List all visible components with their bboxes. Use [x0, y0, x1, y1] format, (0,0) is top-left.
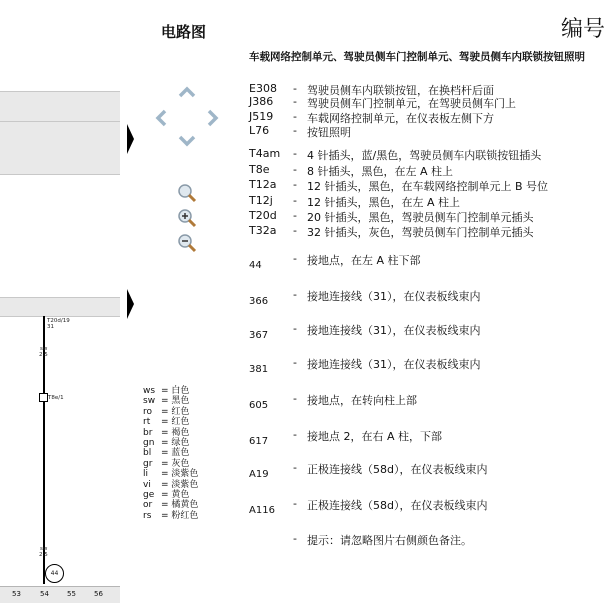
list-dash: - — [293, 209, 297, 222]
wire-color-label: sw — [40, 346, 48, 352]
legend-item — [143, 480, 198, 490]
component-code: 367 — [249, 330, 269, 341]
ruler-mark: 56 — [94, 590, 103, 598]
component-code: 44 — [249, 260, 262, 271]
legend-color-name: 淡紫色 — [171, 479, 199, 490]
component-row — [249, 356, 481, 375]
chevron-left-icon — [154, 108, 168, 128]
list-dash: - — [293, 224, 297, 237]
component-code: J519 — [249, 110, 274, 123]
legend-color-name: 黄色 — [171, 490, 190, 501]
component-description: 提示：请忽略图片右侧颜色备注。 — [307, 534, 472, 547]
legend-equals: = — [161, 427, 172, 438]
legend-color-name: 红色 — [171, 406, 190, 417]
legend-abbr: rs — [143, 510, 152, 521]
component-code: T4am — [249, 147, 281, 160]
legend-color-name: 灰色 — [171, 458, 190, 469]
connector-label-mid: T8e/1 — [48, 395, 64, 401]
component-code: 381 — [249, 364, 269, 375]
legend-abbr: gr — [143, 458, 153, 469]
component-description: 20 针插头，黑色，驾驶员侧车门控制单元插头 — [307, 211, 534, 224]
color-legend — [143, 386, 198, 521]
component-description: 接地连接线（31），在仪表板线束内 — [307, 324, 481, 337]
component-description: 驾驶员侧车内联锁按钮，在换档杆后面 — [307, 84, 494, 97]
component-description: 32 针插头，灰色，驾驶员侧车门控制单元插头 — [307, 226, 534, 239]
legend-item — [143, 469, 198, 479]
legend-item — [143, 490, 198, 500]
component-code: E308 — [249, 82, 277, 95]
component-code: T20d — [249, 209, 277, 222]
component-row — [249, 392, 417, 411]
wire-size-label: 2.5 — [39, 352, 48, 358]
component-description: 驾驶员侧车门控制单元，在驾驶员侧车门上 — [307, 97, 516, 110]
chevron-down-icon — [177, 134, 197, 148]
page-ruler — [0, 586, 120, 603]
legend-item — [143, 386, 198, 396]
component-code: T32a — [249, 224, 277, 237]
connector-label-top: T20d/19 — [47, 318, 70, 324]
component-description: 正极连接线（58d），在仪表板线束内 — [307, 499, 488, 512]
legend-color-name: 粉红色 — [171, 510, 199, 521]
list-dash: - — [293, 178, 297, 191]
list-dash: - — [293, 461, 297, 474]
component-row — [249, 224, 534, 240]
component-row — [249, 194, 460, 210]
chevron-up-icon — [177, 85, 197, 99]
legend-abbr: or — [143, 500, 153, 511]
legend-equals: = — [161, 438, 172, 449]
component-code: J386 — [249, 95, 274, 108]
legend-abbr: rt — [143, 417, 151, 428]
page-arrow-top-icon[interactable] — [127, 124, 135, 154]
component-code: T8e — [249, 163, 270, 176]
component-row — [249, 497, 487, 516]
legend-item — [143, 448, 198, 458]
list-dash: - — [293, 497, 297, 510]
legend-abbr: br — [143, 427, 153, 438]
component-description: 正极连接线（58d），在仪表板线束内 — [307, 463, 488, 476]
component-row — [249, 95, 516, 111]
component-row — [249, 163, 453, 179]
legend-equals: = — [161, 500, 172, 511]
zoom-out-icon[interactable] — [176, 232, 198, 254]
list-dash: - — [293, 252, 297, 265]
list-dash: - — [293, 124, 297, 137]
legend-abbr: vi — [143, 479, 151, 490]
legend-color-name: 红色 — [171, 417, 190, 428]
legend-abbr: li — [143, 469, 149, 480]
legend-equals: = — [161, 448, 172, 459]
wire-color-label: sw — [40, 546, 48, 552]
list-dash: - — [293, 532, 297, 545]
ruler-mark: 53 — [12, 590, 21, 598]
component-code: T12a — [249, 178, 277, 191]
legend-color-name: 褐色 — [171, 427, 190, 438]
component-code: A116 — [249, 505, 275, 516]
legend-item — [143, 407, 198, 417]
list-dash: - — [293, 95, 297, 108]
legend-color-name: 淡紫色 — [171, 469, 199, 480]
page-title: 电路图 — [161, 23, 207, 41]
legend-item — [143, 511, 198, 521]
legend-equals: = — [161, 490, 172, 501]
component-description: 12 针插头，黑色，在车载网络控制单元上 B 号位 — [307, 180, 549, 193]
component-row — [249, 288, 481, 307]
component-description: 12 针插头，黑色，在左 A 柱上 — [307, 196, 461, 209]
legend-color-name: 黑色 — [171, 396, 190, 407]
component-code — [249, 532, 293, 548]
list-dash: - — [293, 288, 297, 301]
legend-item — [143, 459, 198, 469]
connector-box — [39, 393, 48, 402]
ground-point-label: 44 — [50, 570, 59, 577]
legend-abbr: ws — [143, 386, 156, 396]
legend-color-name: 绿色 — [171, 438, 190, 449]
component-row — [249, 532, 472, 548]
component-code: A19 — [249, 469, 269, 480]
legend-item — [143, 428, 198, 438]
list-dash: - — [293, 356, 297, 369]
pan-right-button[interactable] — [205, 108, 221, 128]
legend-abbr: ro — [143, 406, 153, 417]
component-description: 车载网络控制单元，在仪表板左侧下方 — [307, 112, 494, 125]
legend-equals: = — [161, 406, 172, 417]
legend-item — [143, 438, 198, 448]
component-code: T12j — [249, 194, 273, 207]
ruler-mark: 55 — [67, 590, 76, 598]
component-description: 接地点，在左 A 柱下部 — [307, 254, 421, 267]
ground-point-circle — [45, 564, 64, 583]
legend-abbr: gn — [143, 438, 155, 449]
component-row — [249, 461, 487, 480]
pan-up-button[interactable] — [177, 84, 197, 100]
list-dash: - — [293, 392, 297, 405]
thumbnail-band-middle[interactable] — [0, 121, 120, 175]
component-code: 366 — [249, 296, 269, 307]
magnifier-icon[interactable] — [176, 182, 198, 204]
list-dash: - — [293, 110, 297, 123]
wire-size-label: 2.5 — [39, 552, 48, 558]
legend-equals: = — [161, 458, 172, 469]
component-code: 605 — [249, 400, 269, 411]
legend-equals: = — [161, 510, 172, 521]
legend-color-name: 蓝色 — [171, 448, 190, 459]
diagram-header: 车载网络控制单元、驾驶员侧车门控制单元、驾驶员侧车内联锁按钮照明 — [249, 51, 585, 63]
legend-equals: = — [161, 386, 172, 396]
number-heading: 编号 — [561, 17, 606, 42]
list-dash: - — [293, 322, 297, 335]
legend-equals: = — [161, 396, 172, 407]
component-row — [249, 252, 421, 271]
pan-left-button[interactable] — [153, 108, 169, 128]
component-description: 按钮照明 — [307, 126, 351, 139]
legend-equals: = — [161, 479, 172, 490]
component-description: 接地点 2，在右 A 柱，下部 — [307, 430, 443, 443]
thumbnail-band-lower[interactable] — [0, 297, 120, 317]
thumbnail-band-top[interactable] — [0, 91, 120, 123]
component-row — [249, 124, 351, 140]
legend-color-name: 橘黄色 — [171, 500, 199, 511]
ruler-mark: 54 — [40, 590, 49, 598]
list-dash: - — [293, 194, 297, 207]
list-dash: - — [293, 428, 297, 441]
component-description: 接地点，在转向柱上部 — [307, 394, 417, 407]
component-row — [249, 147, 541, 163]
component-code: L76 — [249, 124, 270, 137]
chevron-right-icon — [206, 108, 220, 128]
list-dash: - — [293, 147, 297, 160]
component-row — [249, 428, 442, 447]
pin-label-top: 31 — [47, 324, 54, 330]
component-description: 接地连接线（31），在仪表板线束内 — [307, 290, 481, 303]
page-arrow-mid-icon[interactable] — [127, 289, 135, 319]
legend-equals: = — [161, 417, 172, 428]
list-dash: - — [293, 82, 297, 95]
list-dash: - — [293, 163, 297, 176]
legend-item — [143, 500, 198, 510]
legend-item — [143, 417, 198, 427]
component-code: 617 — [249, 436, 269, 447]
component-description: 8 针插头，黑色，在左 A 柱上 — [307, 165, 454, 178]
component-row — [249, 322, 481, 341]
legend-item — [143, 396, 198, 406]
component-row — [249, 178, 548, 194]
legend-abbr: bl — [143, 448, 152, 459]
component-row — [249, 209, 534, 225]
legend-equals: = — [161, 469, 172, 480]
legend-abbr: sw — [143, 396, 156, 407]
component-description: 4 针插头，蓝/黑色，驾驶员侧车内联锁按钮插头 — [307, 149, 542, 162]
component-description: 接地连接线（31），在仪表板线束内 — [307, 358, 481, 371]
zoom-in-icon[interactable] — [176, 207, 198, 229]
pan-down-button[interactable] — [177, 133, 197, 149]
legend-abbr: ge — [143, 490, 155, 501]
legend-color-name: 白色 — [171, 386, 190, 396]
